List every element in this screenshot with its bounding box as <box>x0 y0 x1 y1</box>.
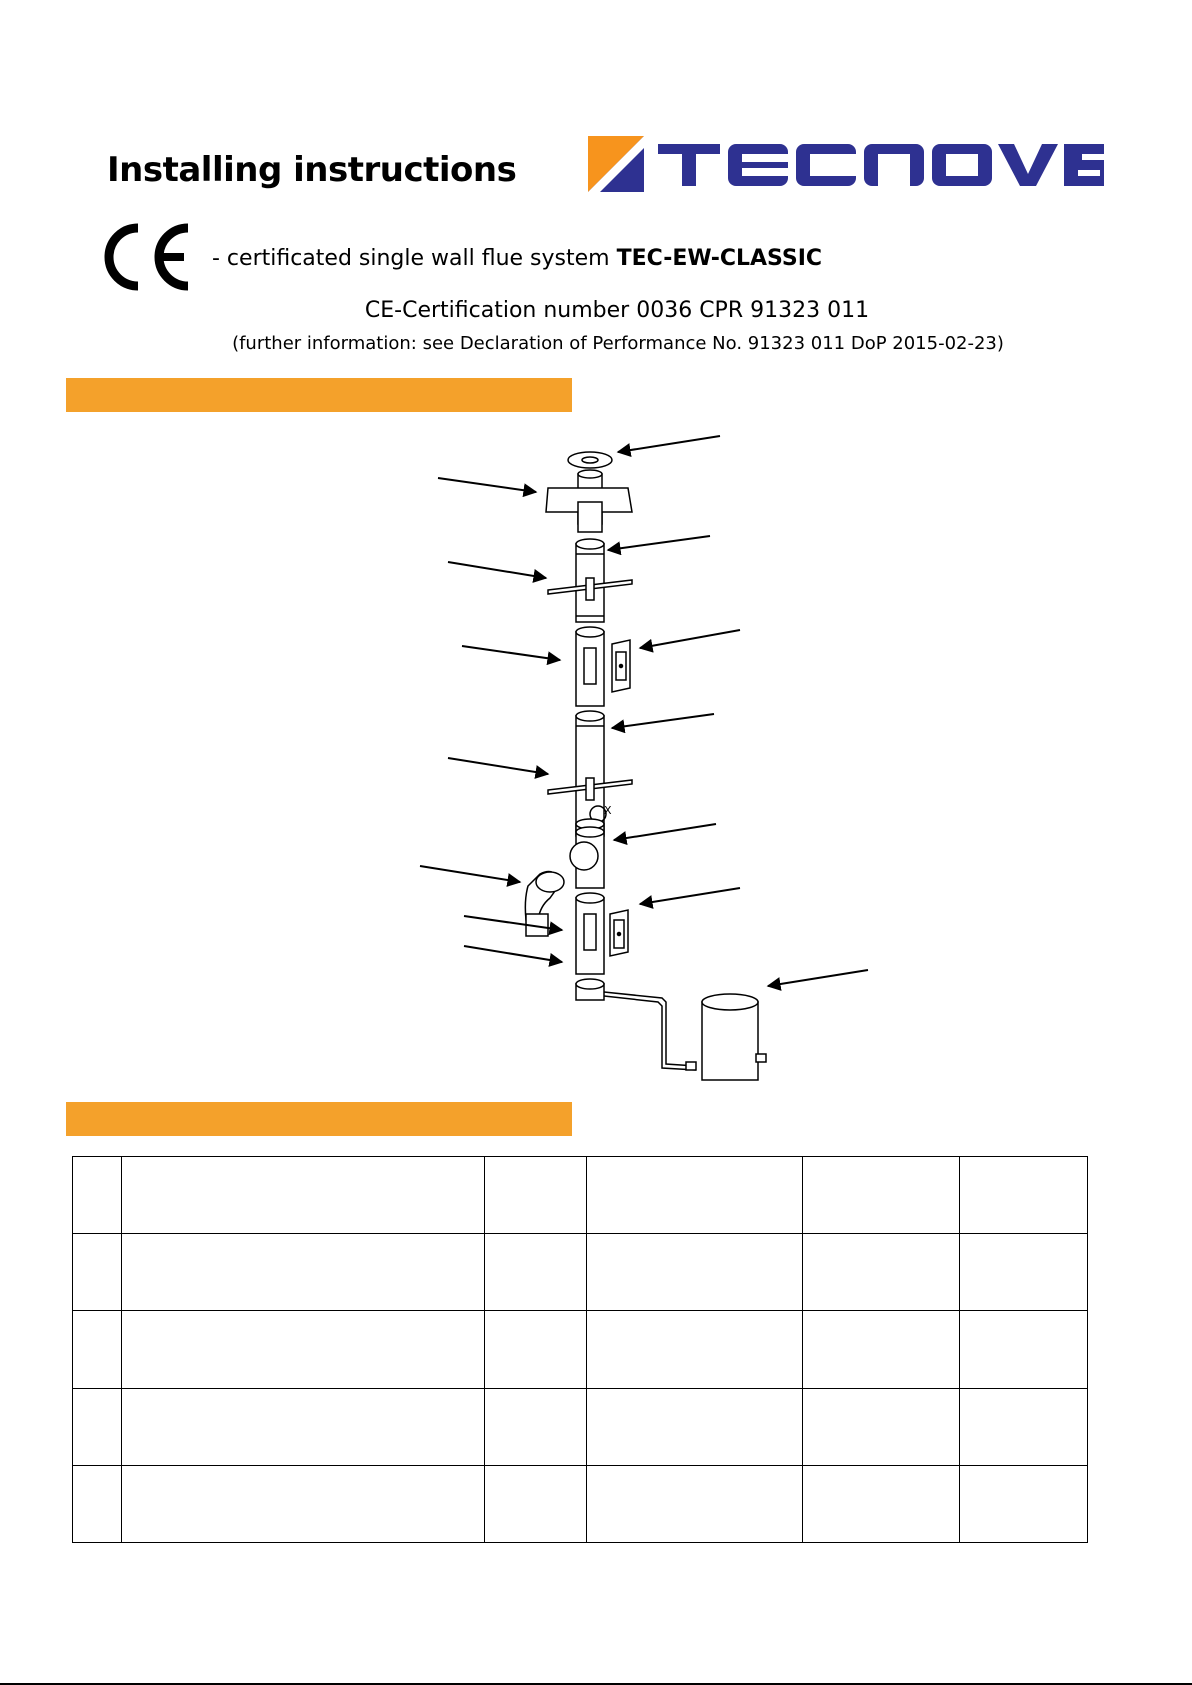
table-cell <box>960 1234 1088 1311</box>
table-cell <box>73 1157 122 1234</box>
table-cell <box>587 1234 803 1311</box>
table-cell <box>485 1465 587 1542</box>
table-cell <box>122 1388 485 1465</box>
table-cell <box>960 1157 1088 1234</box>
table-cell <box>587 1465 803 1542</box>
table-cell <box>803 1234 960 1311</box>
table-row <box>73 1311 1088 1388</box>
table-cell <box>803 1465 960 1542</box>
parts-table <box>72 1156 1088 1543</box>
certification-number: CE-Certification number 0036 CPR 91323 011 <box>364 298 870 323</box>
table-row <box>73 1388 1088 1465</box>
certification-statement: - certificated single wall flue system TEC-EW-CLASSIC <box>212 246 823 271</box>
system-name: TEC-EW-CLASSIC <box>616 246 823 271</box>
table-row <box>73 1234 1088 1311</box>
table-cell <box>73 1465 122 1542</box>
table-cell <box>960 1388 1088 1465</box>
table-cell <box>803 1388 960 1465</box>
tecnovis-logo <box>588 136 1110 192</box>
ce-mark-icon <box>100 222 192 292</box>
section-bar-parts <box>66 1102 572 1136</box>
page-title: Installing instructions <box>107 150 517 190</box>
table-cell <box>73 1234 122 1311</box>
table-cell <box>803 1157 960 1234</box>
table-cell <box>587 1311 803 1388</box>
declaration-of-performance: (further information: see Declaration of Performance No. 91323 011 DoP 2015-02-23) <box>232 333 1004 354</box>
table-cell <box>73 1388 122 1465</box>
table-cell <box>122 1465 485 1542</box>
table-cell <box>803 1311 960 1388</box>
section-bar-overview <box>66 378 572 412</box>
table-cell <box>960 1465 1088 1542</box>
svg-text:X: X <box>604 804 612 817</box>
table-cell <box>587 1157 803 1234</box>
table-cell <box>485 1311 587 1388</box>
table-row <box>73 1465 1088 1542</box>
table-row <box>73 1157 1088 1234</box>
table-cell <box>485 1388 587 1465</box>
table-cell <box>122 1157 485 1234</box>
table-cell <box>122 1234 485 1311</box>
table-cell <box>485 1157 587 1234</box>
table-cell <box>485 1234 587 1311</box>
table-cell <box>587 1388 803 1465</box>
flue-system-diagram-icon <box>400 420 880 1096</box>
table-cell <box>122 1311 485 1388</box>
table-cell <box>960 1311 1088 1388</box>
table-cell <box>73 1311 122 1388</box>
